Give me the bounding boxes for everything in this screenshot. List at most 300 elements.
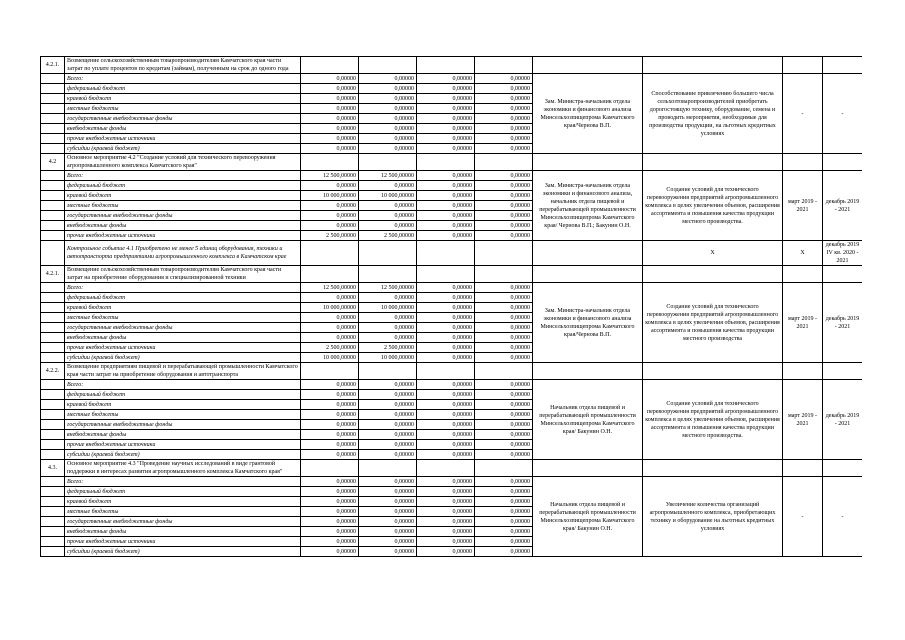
empty-cell xyxy=(41,410,65,420)
table-row xyxy=(41,74,863,84)
start-date-cell: - xyxy=(783,74,823,154)
value-cell: 0,00000 xyxy=(359,84,417,94)
value-cell: 0,00000 xyxy=(475,211,533,221)
value-cell: 0,00000 xyxy=(417,547,475,557)
empty-cell xyxy=(533,241,643,266)
value-cell: 0,00000 xyxy=(359,527,417,537)
value-cell: 0,00000 xyxy=(417,221,475,231)
value-cell: 0,00000 xyxy=(475,221,533,231)
empty-cell xyxy=(41,313,65,323)
value-cell: 0,00000 xyxy=(301,430,359,440)
value-cell: 0,00000 xyxy=(475,191,533,201)
value-cell: 0,00000 xyxy=(359,400,417,410)
value-cell: 0,00000 xyxy=(359,134,417,144)
value-cell: 0,00000 xyxy=(301,440,359,450)
empty-cell xyxy=(533,154,643,171)
value-cell: 0,00000 xyxy=(417,74,475,84)
value-cell: 0,00000 xyxy=(359,124,417,134)
empty-cell xyxy=(41,221,65,231)
section-code: 4.2.1. xyxy=(41,57,65,74)
empty-cell xyxy=(475,154,533,171)
value-cell: 0,00000 xyxy=(301,104,359,114)
row-label: субсидии (краевой бюджет) xyxy=(65,353,301,363)
document-page xyxy=(40,56,862,568)
row-label: федеральный бюджет xyxy=(65,84,301,94)
row-label: внебюджетные фонды xyxy=(65,527,301,537)
empty-cell xyxy=(417,57,475,74)
value-cell: 0,00000 xyxy=(475,333,533,343)
row-label: краевой бюджет xyxy=(65,303,301,313)
value-cell: 12 500,00000 xyxy=(359,283,417,293)
row-label: федеральный бюджет xyxy=(65,390,301,400)
value-cell: 0,00000 xyxy=(301,323,359,333)
value-cell: 0,00000 xyxy=(475,497,533,507)
value-cell: 0,00000 xyxy=(301,84,359,94)
empty-cell xyxy=(41,430,65,440)
row-label: Всего: xyxy=(65,283,301,293)
responsible-cell: Зам. Министра-начальник отдела экономики и финансового анализа Минсельхозпищепрома Камчатского края/Чернова В.П. xyxy=(533,283,643,363)
value-cell: 10 000,00000 xyxy=(301,303,359,313)
row-label: государственные внебюджетные фонды xyxy=(65,323,301,333)
empty-cell xyxy=(643,57,783,74)
empty-cell xyxy=(643,266,783,283)
value-cell: 0,00000 xyxy=(417,84,475,94)
row-label: местные бюджеты xyxy=(65,201,301,211)
row-label: Всего: xyxy=(65,380,301,390)
row-label: внебюджетные фонды xyxy=(65,221,301,231)
value-cell: 0,00000 xyxy=(417,303,475,313)
empty-cell xyxy=(301,241,359,266)
end-date-cell: декабрь 2019 - 2021 xyxy=(823,283,863,363)
result-cell: Способствование привлечению большего числа сельхозтоваропроизводителей приобретать дорогостоящую технику, оборудование, семена и проводить мероприятия, необходимые для производства продукции, на льготных кредитных условиях xyxy=(643,74,783,154)
checkpoint-row xyxy=(41,241,863,266)
empty-cell xyxy=(41,477,65,487)
empty-cell xyxy=(41,211,65,221)
row-label: внебюджетные фонды xyxy=(65,333,301,343)
empty-cell xyxy=(41,94,65,104)
empty-cell xyxy=(643,363,783,380)
value-cell: 0,00000 xyxy=(359,440,417,450)
row-label: краевой бюджет xyxy=(65,497,301,507)
row-label: местные бюджеты xyxy=(65,313,301,323)
value-cell: 0,00000 xyxy=(301,114,359,124)
empty-cell xyxy=(475,241,533,266)
end-date-cell: декабрь 2019 - 2021 xyxy=(823,380,863,460)
empty-cell xyxy=(823,460,863,477)
value-cell: 0,00000 xyxy=(359,211,417,221)
empty-cell xyxy=(533,57,643,74)
value-cell: 0,00000 xyxy=(475,420,533,430)
start-date-cell: март 2019 - 2021 xyxy=(783,283,823,363)
value-cell: 0,00000 xyxy=(417,410,475,420)
empty-cell xyxy=(41,323,65,333)
value-cell: 0,00000 xyxy=(359,201,417,211)
empty-cell xyxy=(359,266,417,283)
value-cell: 0,00000 xyxy=(475,380,533,390)
end-date-cell: декабрь 2019 - 2021 xyxy=(823,171,863,241)
checkpoint-date: декабрь 2019 IV кв. 2020 - 2021 xyxy=(823,241,863,266)
value-cell: 0,00000 xyxy=(359,144,417,154)
empty-cell xyxy=(41,293,65,303)
value-cell: 0,00000 xyxy=(417,94,475,104)
empty-cell xyxy=(823,266,863,283)
responsible-cell: Зам. Министра-начальник отдела экономики и финансового анализа Минсельхозпищепрома Камчатского края/Чернова В.П. xyxy=(533,74,643,154)
empty-cell xyxy=(41,440,65,450)
empty-cell xyxy=(41,507,65,517)
section-code: 4.3. xyxy=(41,460,65,477)
empty-cell xyxy=(643,154,783,171)
value-cell: 0,00000 xyxy=(475,94,533,104)
row-label: местные бюджеты xyxy=(65,507,301,517)
value-cell: 0,00000 xyxy=(475,440,533,450)
value-cell: 0,00000 xyxy=(475,313,533,323)
value-cell: 0,00000 xyxy=(417,191,475,201)
value-cell: 12 500,00000 xyxy=(359,171,417,181)
row-label: краевой бюджет xyxy=(65,400,301,410)
value-cell: 0,00000 xyxy=(301,410,359,420)
value-cell: 0,00000 xyxy=(359,221,417,231)
value-cell: 0,00000 xyxy=(475,303,533,313)
empty-cell xyxy=(41,390,65,400)
value-cell: 0,00000 xyxy=(301,477,359,487)
section-title-row xyxy=(41,57,863,74)
value-cell: 0,00000 xyxy=(359,497,417,507)
value-cell: 0,00000 xyxy=(417,353,475,363)
empty-cell xyxy=(41,104,65,114)
empty-cell xyxy=(417,363,475,380)
empty-cell xyxy=(359,241,417,266)
value-cell: 0,00000 xyxy=(475,283,533,293)
value-cell: 0,00000 xyxy=(417,114,475,124)
empty-cell xyxy=(41,353,65,363)
value-cell: 0,00000 xyxy=(359,477,417,487)
value-cell: 0,00000 xyxy=(475,74,533,84)
empty-cell xyxy=(41,201,65,211)
empty-cell xyxy=(41,283,65,293)
value-cell: 0,00000 xyxy=(475,507,533,517)
value-cell: 0,00000 xyxy=(359,450,417,460)
value-cell: 0,00000 xyxy=(301,507,359,517)
empty-cell xyxy=(643,460,783,477)
result-cell: Создание условий для технического перевооружения предприятий агропромышленного комплекса в целях увеличения объемов, расширения ассортимента и повышения качества продукции местного производства. xyxy=(643,171,783,241)
table-row xyxy=(41,171,863,181)
value-cell: 2 500,00000 xyxy=(301,231,359,241)
empty-cell xyxy=(301,363,359,380)
empty-cell xyxy=(41,343,65,353)
value-cell: 0,00000 xyxy=(475,430,533,440)
row-label: субсидии (краевой бюджет) xyxy=(65,144,301,154)
value-cell: 0,00000 xyxy=(475,537,533,547)
row-label: субсидии (краевой бюджет) xyxy=(65,450,301,460)
value-cell: 0,00000 xyxy=(417,181,475,191)
row-label: местные бюджеты xyxy=(65,410,301,420)
section-title: Возмещение предприятиям пищевой и перерабатывающей промышленности Камчатского края части затрат на приобретение оборудования и автотранспорта xyxy=(65,363,301,380)
empty-cell xyxy=(41,333,65,343)
value-cell: 0,00000 xyxy=(359,323,417,333)
empty-cell xyxy=(823,154,863,171)
section-title-row xyxy=(41,363,863,380)
row-label: государственные внебюджетные фонды xyxy=(65,420,301,430)
empty-cell xyxy=(41,144,65,154)
empty-cell xyxy=(41,527,65,537)
section-title: Возмещение сельскохозяйственным товаропроизводителям Камчатского края части затрат по уплате процентов по кредитам (займам), полученным на срок до одного года xyxy=(65,57,301,74)
value-cell: 0,00000 xyxy=(359,313,417,323)
value-cell: 0,00000 xyxy=(475,517,533,527)
empty-cell xyxy=(783,154,823,171)
start-date-cell: март 2019 - 2021 xyxy=(783,380,823,460)
empty-cell xyxy=(41,134,65,144)
value-cell: 0,00000 xyxy=(359,380,417,390)
end-date-cell: - xyxy=(823,74,863,154)
empty-cell xyxy=(41,124,65,134)
responsible-cell: Зам. Министра-начальник отдела экономики и финансового анализа, начальник отдела пищевой и перерабатывающей промышленности Минсельхозпищепрома Камчатского края/ Чернова В.П.; Бакунин О.Н. xyxy=(533,171,643,241)
value-cell: 0,00000 xyxy=(417,487,475,497)
value-cell: 0,00000 xyxy=(359,420,417,430)
value-cell: 0,00000 xyxy=(475,134,533,144)
empty-cell xyxy=(41,84,65,94)
row-label: федеральный бюджет xyxy=(65,487,301,497)
value-cell: 10 000,00000 xyxy=(301,353,359,363)
value-cell: 0,00000 xyxy=(301,420,359,430)
value-cell: 0,00000 xyxy=(359,430,417,440)
value-cell: 0,00000 xyxy=(417,343,475,353)
row-label: федеральный бюджет xyxy=(65,293,301,303)
value-cell: 0,00000 xyxy=(417,537,475,547)
row-label: внебюджетные фонды xyxy=(65,124,301,134)
table-body xyxy=(41,57,863,557)
result-cell: Создание условий для технического перевооружения предприятий агропромышленного комплекса в целях увеличения объемов, расширения ассортимента и повышения качества продукции местного производства. xyxy=(643,380,783,460)
empty-cell xyxy=(417,154,475,171)
value-cell: 0,00000 xyxy=(417,201,475,211)
empty-cell xyxy=(41,487,65,497)
row-label: государственные внебюджетные фонды xyxy=(65,114,301,124)
value-cell: 0,00000 xyxy=(475,390,533,400)
empty-cell xyxy=(41,547,65,557)
start-date-cell: - xyxy=(783,477,823,557)
empty-cell xyxy=(41,191,65,201)
value-cell: 0,00000 xyxy=(417,124,475,134)
empty-cell xyxy=(783,266,823,283)
checkpoint-title: Контрольное событие 4.1 Приобретено не менее 5 единиц оборудования, техники и автотранспорта предприятиями агропромышленного комплекса в Камчатском крае xyxy=(65,241,301,266)
value-cell: 0,00000 xyxy=(359,94,417,104)
value-cell: 10 000,00000 xyxy=(359,191,417,201)
value-cell: 0,00000 xyxy=(417,380,475,390)
value-cell: 0,00000 xyxy=(417,507,475,517)
row-label: Всего: xyxy=(65,477,301,487)
value-cell: 0,00000 xyxy=(475,104,533,114)
row-label: прочие внебюджетные источники xyxy=(65,537,301,547)
section-code: 4.2.2. xyxy=(41,363,65,380)
section-title: Основное мероприятие 4.2 "Создание условий для технического перевооружения агропромышленного комплекса Камчатского края" xyxy=(65,154,301,171)
value-cell: 0,00000 xyxy=(359,410,417,420)
value-cell: 0,00000 xyxy=(417,517,475,527)
value-cell: 0,00000 xyxy=(417,477,475,487)
value-cell: 12 500,00000 xyxy=(301,283,359,293)
value-cell: 0,00000 xyxy=(301,390,359,400)
value-cell: 0,00000 xyxy=(301,487,359,497)
value-cell: 0,00000 xyxy=(359,537,417,547)
empty-cell xyxy=(301,460,359,477)
value-cell: 10 000,00000 xyxy=(301,191,359,201)
value-cell: 0,00000 xyxy=(417,430,475,440)
value-cell: 0,00000 xyxy=(417,171,475,181)
value-cell: 0,00000 xyxy=(475,353,533,363)
result-cell: Увеличение количества организаций агропромышленного комплекса, приобретающих технику и оборудование на льготных кредитных условиях xyxy=(643,477,783,557)
checkpoint-x: X xyxy=(783,241,823,266)
row-label: субсидии (краевой бюджет) xyxy=(65,547,301,557)
value-cell: 0,00000 xyxy=(475,547,533,557)
value-cell: 0,00000 xyxy=(475,293,533,303)
empty-cell xyxy=(359,154,417,171)
value-cell: 0,00000 xyxy=(359,293,417,303)
value-cell: 0,00000 xyxy=(359,487,417,497)
value-cell: 0,00000 xyxy=(417,450,475,460)
empty-cell xyxy=(41,497,65,507)
row-label: прочие внебюджетные источники xyxy=(65,134,301,144)
empty-cell xyxy=(417,266,475,283)
section-title-row xyxy=(41,266,863,283)
value-cell: 2 500,00000 xyxy=(359,231,417,241)
value-cell: 0,00000 xyxy=(475,323,533,333)
empty-cell xyxy=(533,363,643,380)
value-cell: 0,00000 xyxy=(475,400,533,410)
value-cell: 0,00000 xyxy=(417,323,475,333)
value-cell: 2 500,00000 xyxy=(301,343,359,353)
value-cell: 0,00000 xyxy=(301,313,359,323)
value-cell: 0,00000 xyxy=(301,497,359,507)
value-cell: 0,00000 xyxy=(301,94,359,104)
result-cell: Создание условий для технического перевооружения предприятий агропромышленного комплекса в целях увеличения объемов, расширения ассортимента и повышения качества продукции местного производства xyxy=(643,283,783,363)
value-cell: 0,00000 xyxy=(301,527,359,537)
value-cell: 0,00000 xyxy=(475,527,533,537)
value-cell: 0,00000 xyxy=(301,144,359,154)
value-cell: 0,00000 xyxy=(417,104,475,114)
value-cell: 0,00000 xyxy=(359,74,417,84)
row-label: Всего: xyxy=(65,171,301,181)
value-cell: 0,00000 xyxy=(417,440,475,450)
value-cell: 0,00000 xyxy=(417,134,475,144)
value-cell: 0,00000 xyxy=(475,114,533,124)
responsible-cell: Начальник отдела пищевой и перерабатывающей промышленности Минсельхозпищепрома Камчатского края/ Бакунин О.Н. xyxy=(533,380,643,460)
section-title: Возмещение сельскохозяйственным товаропроизводителям Камчатского края части затрат на приобретение оборудования и специализированной техники xyxy=(65,266,301,283)
value-cell: 0,00000 xyxy=(301,517,359,527)
value-cell: 0,00000 xyxy=(301,211,359,221)
row-label: прочие внебюджетные источники xyxy=(65,440,301,450)
value-cell: 0,00000 xyxy=(301,333,359,343)
value-cell: 12 500,00000 xyxy=(301,171,359,181)
start-date-cell: март 2019 - 2021 xyxy=(783,171,823,241)
table-row xyxy=(41,380,863,390)
value-cell: 10 000,00000 xyxy=(359,353,417,363)
value-cell: 0,00000 xyxy=(359,390,417,400)
budget-table xyxy=(40,56,862,557)
section-title: Основное мероприятие 4.3 "Проведение научных исследований в виде грантовой поддержки в интересах развития агропромышленного комплекса Камчатского края" xyxy=(65,460,301,477)
row-label: государственные внебюджетные фонды xyxy=(65,211,301,221)
value-cell: 0,00000 xyxy=(417,144,475,154)
value-cell: 0,00000 xyxy=(475,124,533,134)
value-cell: 0,00000 xyxy=(475,201,533,211)
value-cell: 0,00000 xyxy=(301,547,359,557)
value-cell: 0,00000 xyxy=(417,527,475,537)
row-label: федеральный бюджет xyxy=(65,181,301,191)
empty-cell xyxy=(359,460,417,477)
empty-cell xyxy=(359,363,417,380)
empty-cell xyxy=(359,57,417,74)
value-cell: 0,00000 xyxy=(417,390,475,400)
row-label: внебюджетные фонды xyxy=(65,430,301,440)
value-cell: 0,00000 xyxy=(417,283,475,293)
value-cell: 0,00000 xyxy=(301,380,359,390)
value-cell: 0,00000 xyxy=(301,124,359,134)
empty-cell xyxy=(41,231,65,241)
empty-cell xyxy=(475,363,533,380)
value-cell: 0,00000 xyxy=(417,333,475,343)
row-label: прочие внебюджетные источники xyxy=(65,231,301,241)
value-cell: 0,00000 xyxy=(417,420,475,430)
value-cell: 0,00000 xyxy=(301,537,359,547)
value-cell: 0,00000 xyxy=(301,74,359,84)
value-cell: 0,00000 xyxy=(301,400,359,410)
empty-cell xyxy=(41,181,65,191)
empty-cell xyxy=(41,380,65,390)
value-cell: 0,00000 xyxy=(417,211,475,221)
responsible-cell: Начальник отдела пищевой и перерабатывающей промышленности Минсельхозпищепрома Камчатского края/ Бакунин О.Н. xyxy=(533,477,643,557)
value-cell: 2 500,00000 xyxy=(359,343,417,353)
empty-cell xyxy=(41,74,65,84)
value-cell: 0,00000 xyxy=(301,134,359,144)
empty-cell xyxy=(41,303,65,313)
value-cell: 0,00000 xyxy=(359,507,417,517)
row-label: Всего: xyxy=(65,74,301,84)
empty-cell xyxy=(41,171,65,181)
empty-cell xyxy=(783,460,823,477)
row-label: краевой бюджет xyxy=(65,94,301,104)
empty-cell xyxy=(823,363,863,380)
value-cell: 0,00000 xyxy=(475,487,533,497)
empty-cell xyxy=(41,517,65,527)
section-code: 4.2.1. xyxy=(41,266,65,283)
section-code: 4.2 xyxy=(41,154,65,171)
value-cell: 0,00000 xyxy=(359,104,417,114)
empty-cell xyxy=(823,57,863,74)
checkpoint-x: X xyxy=(643,241,783,266)
value-cell: 0,00000 xyxy=(301,450,359,460)
empty-cell xyxy=(533,460,643,477)
value-cell: 0,00000 xyxy=(475,231,533,241)
value-cell: 0,00000 xyxy=(417,231,475,241)
value-cell: 0,00000 xyxy=(475,84,533,94)
value-cell: 0,00000 xyxy=(475,410,533,420)
value-cell: 0,00000 xyxy=(301,293,359,303)
empty-cell xyxy=(783,363,823,380)
table-row xyxy=(41,283,863,293)
value-cell: 0,00000 xyxy=(475,343,533,353)
row-label: местные бюджеты xyxy=(65,104,301,114)
empty-cell xyxy=(41,450,65,460)
end-date-cell: - xyxy=(823,477,863,557)
empty-cell xyxy=(475,266,533,283)
empty-cell xyxy=(41,114,65,124)
empty-cell xyxy=(417,460,475,477)
value-cell: 0,00000 xyxy=(417,497,475,507)
table-row xyxy=(41,477,863,487)
empty-cell xyxy=(41,420,65,430)
row-label: краевой бюджет xyxy=(65,191,301,201)
value-cell: 0,00000 xyxy=(359,181,417,191)
value-cell: 0,00000 xyxy=(475,144,533,154)
value-cell: 0,00000 xyxy=(475,181,533,191)
empty-cell xyxy=(41,400,65,410)
